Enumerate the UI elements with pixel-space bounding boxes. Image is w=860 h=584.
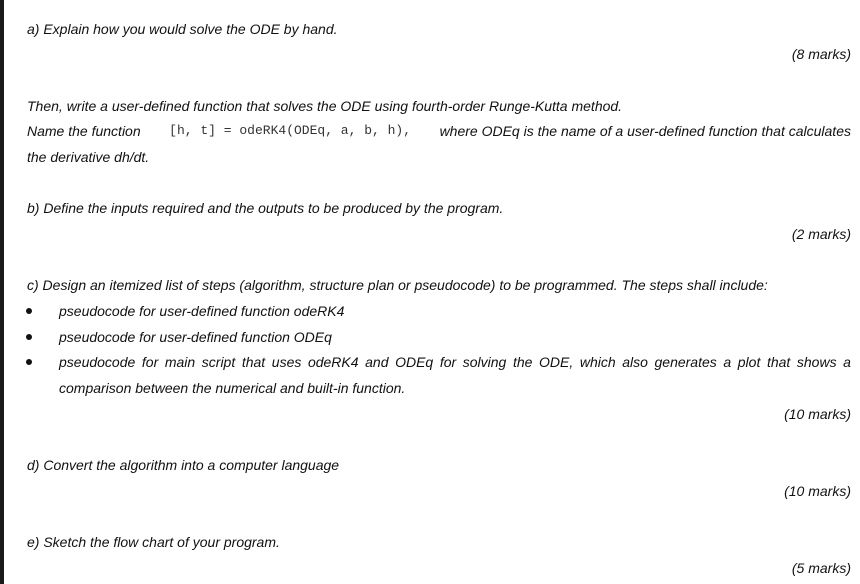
bullet-item-3-word: ODE, xyxy=(539,354,574,370)
bullet-item-3-word: a xyxy=(723,354,732,370)
bullet-item-1: pseudocode for user-defined function odeRK4 xyxy=(59,303,345,319)
question-d: d) Convert the algorithm into a computer language xyxy=(27,457,340,473)
marks-b: (2 marks) xyxy=(791,226,851,242)
function-signature: [h, t] = odeRK4(ODEq, a, b, h), xyxy=(169,123,412,138)
marks-d: (10 marks) xyxy=(784,483,851,499)
bullet-item-3-word: uses xyxy=(271,354,302,370)
question-e: e) Sketch the flow chart of your program. xyxy=(27,534,280,550)
bullet-item-3-word: odeRK4 xyxy=(307,354,359,370)
bullet-item-3-word: the xyxy=(512,354,533,370)
marks-e: (5 marks) xyxy=(791,560,851,576)
bullet-item-3-word: which xyxy=(579,354,616,370)
bullet-item-3 xyxy=(59,353,851,371)
bullet-dot xyxy=(26,359,32,365)
bullet-item-3-word: script xyxy=(201,354,236,370)
name-prefix: Name the function xyxy=(27,123,141,139)
bullet-item-3-word: ODEq xyxy=(395,354,434,370)
derivative-line: the derivative dh/dt. xyxy=(27,149,150,165)
name-where-text: where ODEq is the name of a user-defined function that calculates xyxy=(439,123,851,139)
bullet-item-3-word: that xyxy=(241,354,266,370)
bullet-item-3-word: also xyxy=(622,354,648,370)
bullet-item-3-word: solving xyxy=(462,354,507,370)
marks-c: (10 marks) xyxy=(784,406,851,422)
bullet-item-2: pseudocode for user-defined function ODEq xyxy=(59,329,332,345)
bullet-item-3-word: shows xyxy=(796,354,837,370)
bullet-item-3-word: pseudocode xyxy=(59,354,136,370)
question-b: b) Define the inputs required and the outputs to be produced by the program. xyxy=(27,200,504,216)
bullet-item-3-word: main xyxy=(164,354,196,370)
bullet-item-3-word: and xyxy=(365,354,389,370)
bullet-item-3-word: a xyxy=(843,354,851,370)
bullet-item-3-word: plot xyxy=(737,354,761,370)
bullet-item-3-word: for xyxy=(439,354,457,370)
marks-a: (8 marks) xyxy=(791,46,851,62)
then-instruction: Then, write a user-defined function that solves the ODE using fourth-order Runge-Kutta method. xyxy=(27,98,623,114)
bullet-item-3-word: for xyxy=(141,354,159,370)
bullet-item-3-word: that xyxy=(766,354,791,370)
left-border xyxy=(0,0,4,584)
bullet-dot xyxy=(26,308,32,314)
question-c: c) Design an itemized list of steps (algorithm, structure plan or pseudocode) to be programmed. The steps shall include: xyxy=(27,277,768,293)
function-name-line xyxy=(27,122,851,140)
bullet-item-3-continuation: comparison between the numerical and built-in function. xyxy=(59,380,406,396)
bullet-item-3-word: generates xyxy=(654,354,717,370)
question-a: a) Explain how you would solve the ODE by hand. xyxy=(27,21,338,37)
bullet-dot xyxy=(26,334,32,340)
